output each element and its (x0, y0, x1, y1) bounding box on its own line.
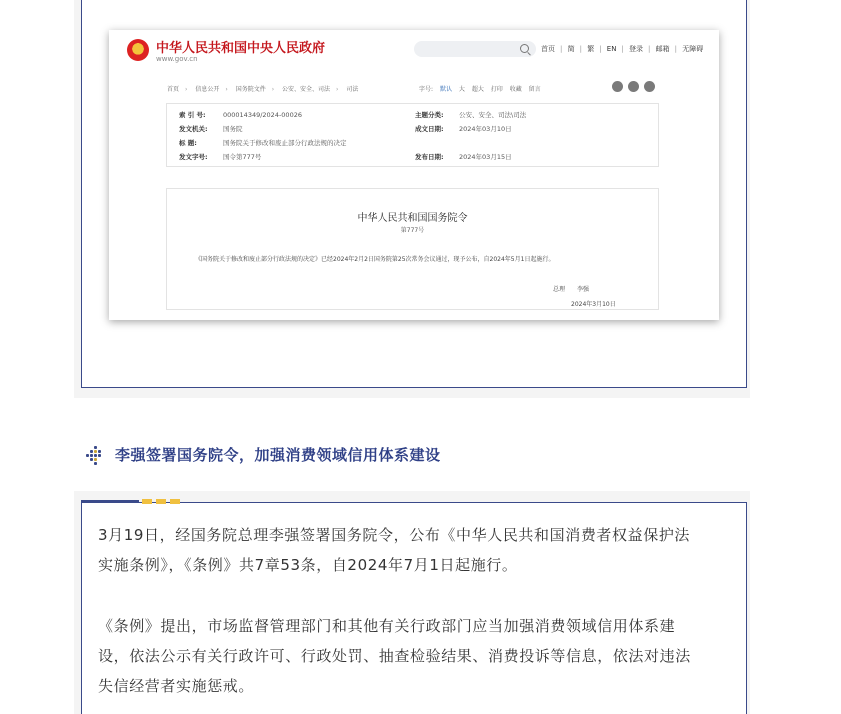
gov-search-input[interactable] (414, 41, 536, 57)
article-p1-line1: 3月19日，经国务院总理李强签署国务院令，公布《中华人民共和国消费者权益保护法 (98, 526, 691, 544)
meta-written-value: 2024年03月10日 (459, 125, 512, 133)
gov-top-links: 首页 | 简 | 繁 | EN | 登录 | 邮箱 | 无障碍 (541, 45, 704, 53)
article-p2-line3: 失信经营者实施惩戒。 (98, 677, 255, 695)
article-p1-line2: 实施条例》，《条例》共7章53条，自2024年7月1日起施行。 (98, 556, 518, 574)
doc-date: 2024年3月10日 (571, 301, 616, 308)
meta-written-key: 成文日期: (415, 125, 444, 133)
meta-category-value: 公安、安全、司法\司法 (459, 111, 527, 119)
meta-issuer-key: 发文机关: (179, 125, 208, 133)
meta-index-key: 索 引 号: (179, 111, 206, 119)
search-icon[interactable] (520, 44, 529, 53)
comment-button[interactable]: 留言 (528, 86, 541, 93)
font-large[interactable]: 大 (458, 86, 465, 93)
font-size-label: 字号: (419, 86, 434, 93)
meta-category-key: 主题分类: (415, 111, 444, 119)
breadcrumb-state-docs[interactable]: 国务院文件 (235, 86, 266, 93)
favorite-button[interactable]: 收藏 (509, 86, 522, 93)
national-emblem-icon (127, 39, 149, 61)
section-dots-icon (86, 446, 100, 464)
font-default[interactable]: 默认 (439, 86, 452, 93)
breadcrumb-security[interactable]: 公安、安全、司法 (282, 86, 331, 93)
breadcrumb-justice[interactable]: 司法 (346, 86, 359, 93)
link-traditional[interactable]: 繁 (587, 45, 595, 53)
meta-docno-key: 发文字号: (179, 153, 208, 161)
doc-signature: 总理 李强 (553, 286, 590, 293)
breadcrumb-info[interactable]: 信息公开 (195, 86, 220, 93)
meta-published-value: 2024年03月15日 (459, 153, 512, 161)
breadcrumb: 首页 › 信息公开 › 国务院文件 › 公安、安全、司法 › 司法 (167, 86, 359, 93)
gov-nav-bar (109, 82, 719, 96)
weibo-icon[interactable] (612, 81, 623, 92)
share-icons (612, 81, 658, 94)
breadcrumb-home[interactable]: 首页 (167, 86, 180, 93)
gov-page-screenshot (109, 30, 719, 320)
meta-index-value: 000014349/2024-00026 (223, 111, 302, 119)
card-accent-bar (81, 500, 139, 503)
link-simplified[interactable]: 简 (567, 45, 575, 53)
section-title: 李强签署国务院令，加强消费领域信用体系建设 (115, 446, 441, 464)
meta-published-key: 发布日期: (415, 153, 444, 161)
meta-issuer-value: 国务院 (223, 125, 243, 133)
gov-header (109, 30, 719, 72)
meta-title-key: 标 题: (179, 139, 197, 147)
gov-site-url: www.gov.cn (156, 55, 198, 63)
link-english[interactable]: EN (606, 45, 617, 53)
doc-body-text: 《国务院关于修改和废止部分行政法规的决定》已经2024年2月2日国务院第25次常务会议通过，现予公布，自2024年5月1日起施行。 (195, 256, 555, 263)
card-accent-dashes (142, 499, 180, 504)
font-xlarge[interactable]: 超大 (471, 86, 484, 93)
link-login[interactable]: 登录 (629, 45, 644, 53)
meta-docno-value: 国令第777号 (223, 153, 262, 161)
link-accessibility[interactable]: 无障碍 (682, 45, 704, 53)
article-p2-line1: 《条例》提出，市场监督管理部门和其他有关行政部门应当加强消费领域信用体系建 (98, 617, 676, 635)
wechat-icon[interactable] (628, 81, 639, 92)
gov-site-title[interactable]: 中华人民共和国中央人民政府 (156, 41, 326, 56)
document-meta-table (166, 103, 659, 167)
page-tools (419, 84, 546, 93)
link-mail[interactable]: 邮箱 (655, 45, 670, 53)
link-home[interactable]: 首页 (541, 45, 555, 53)
doc-title: 中华人民共和国国务院令 (357, 213, 468, 224)
favorite-star-icon[interactable] (644, 81, 655, 92)
document-body (166, 188, 659, 310)
doc-number: 第777号 (400, 227, 425, 234)
print-button[interactable]: 打印 (490, 86, 503, 93)
meta-title-value: 国务院关于修改和废止部分行政法规的决定 (223, 139, 347, 147)
article-p2-line2: 设，依法公示有关行政许可、行政处罚、抽查检验结果、消费投诉等信息，依法对违法 (98, 647, 691, 665)
